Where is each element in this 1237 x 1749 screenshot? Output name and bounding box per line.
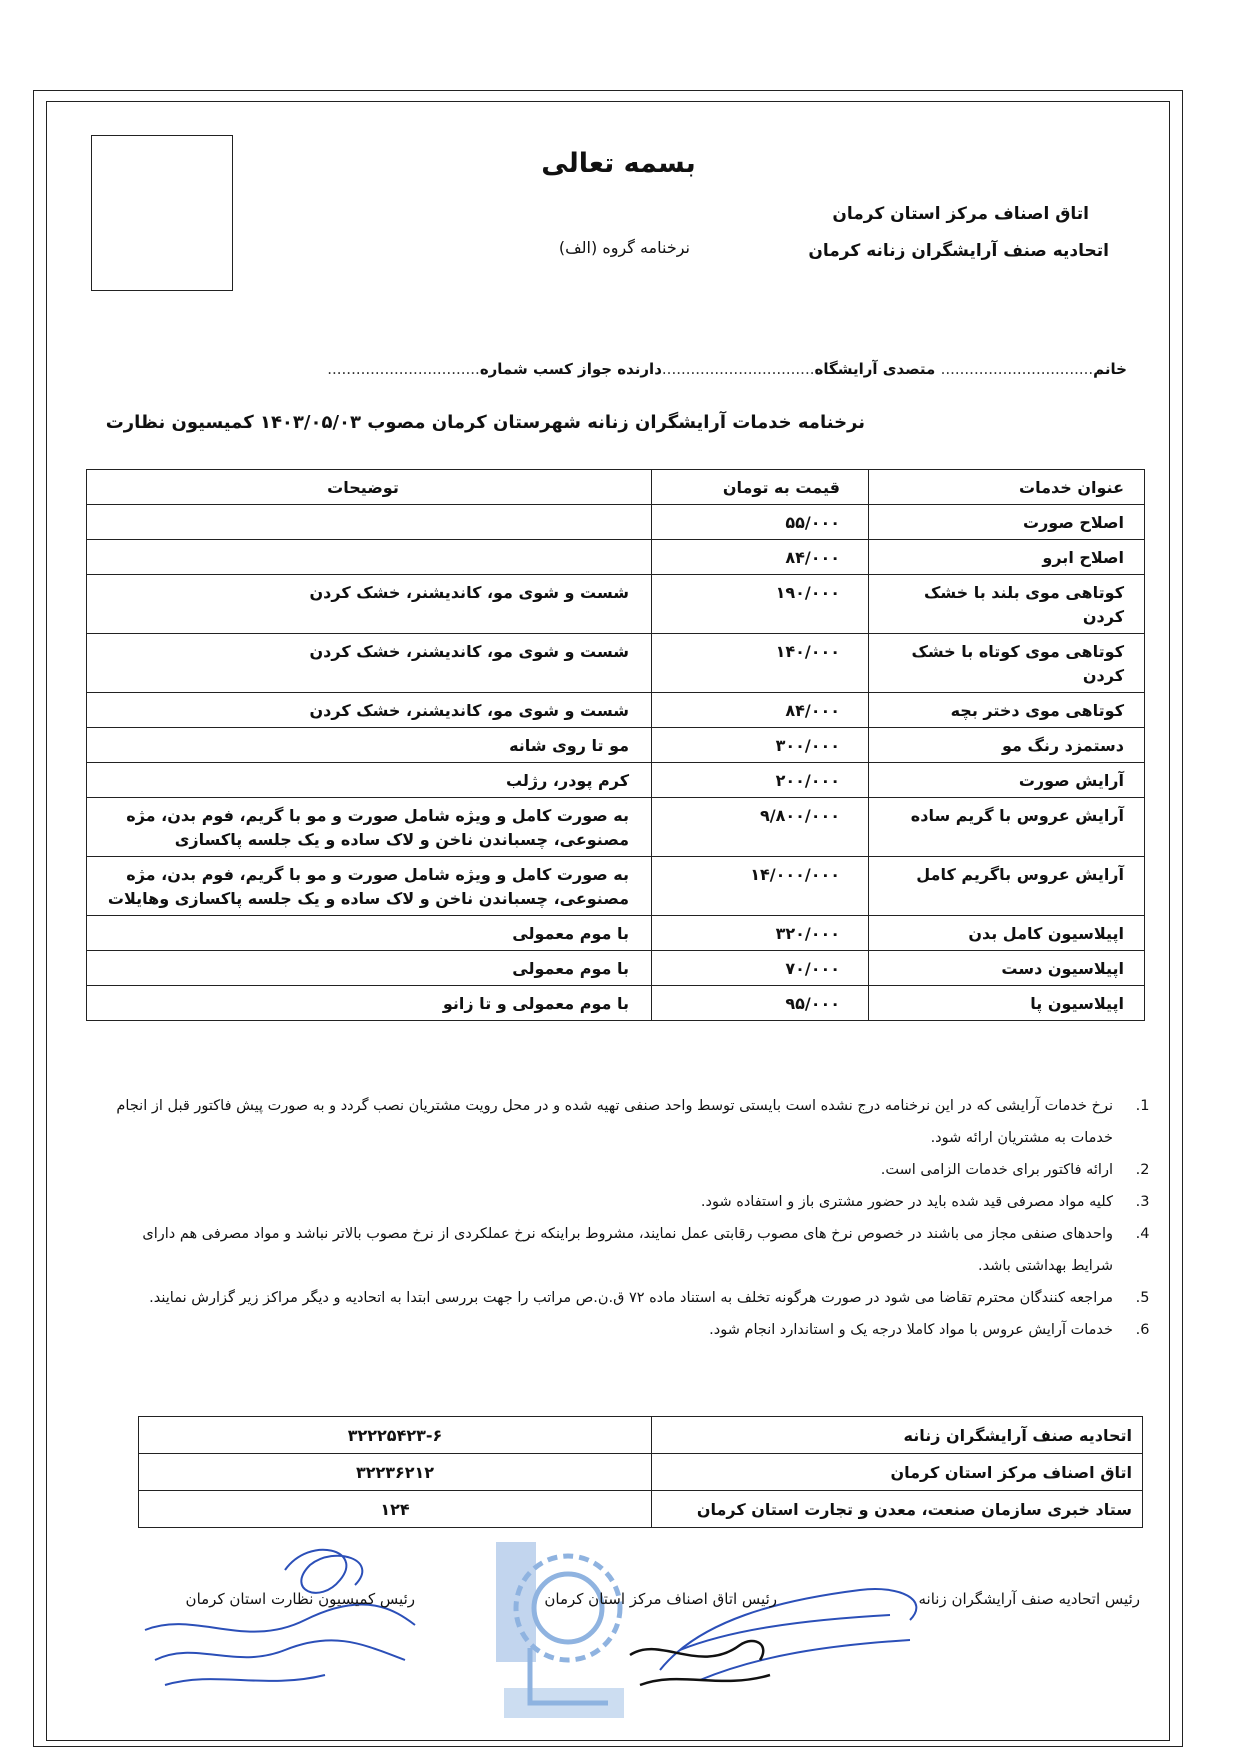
service-cell: اپیلاسیون دست	[869, 951, 1145, 986]
table-row	[87, 540, 1145, 575]
table-row	[87, 693, 1145, 728]
service-cell: دستمزد رنگ مو	[869, 728, 1145, 763]
table-row	[87, 916, 1145, 951]
service-cell: اصلاح ابرو	[869, 540, 1145, 575]
description-cell	[87, 540, 652, 575]
description-cell: شست و شوی مو، کاندیشنر، خشک کردن	[87, 575, 652, 634]
chamber-stamp-logo	[490, 1538, 640, 1743]
description-cell: به صورت کامل و ویژه شامل صورت و مو با گریم، فوم بدن، مژه مصنوعی، چسباندن ناخن و لاک ساده و یک جلسه پاکسازی	[87, 798, 652, 857]
commission-signature	[135, 1530, 425, 1700]
contact-row	[139, 1491, 1143, 1528]
service-cell: کوتاهی موی دختر بچه	[869, 693, 1145, 728]
fill-label-license: دارنده جواز کسب شماره	[479, 360, 662, 378]
signature-label-commission-head: رئیس کمیسیون نظارت استان کرمان	[185, 1590, 415, 1608]
contact-number: ۱۲۴	[139, 1491, 652, 1528]
service-cell: اصلاح صورت	[869, 505, 1145, 540]
description-cell	[87, 505, 652, 540]
contact-name: ستاد خبری سازمان صنعت، معدن و تجارت استان کرمان	[652, 1491, 1143, 1528]
document-heading: بسمه تعالی	[541, 148, 696, 179]
table-row	[87, 857, 1145, 916]
header-description: توضیحات	[87, 470, 652, 505]
description-cell: مو تا روی شانه	[87, 728, 652, 763]
note-item: 3. کلیه مواد مصرفی قید شده باید در حضور مشتری باز و استفاده شود.	[111, 1186, 1131, 1218]
description-cell: با موم معمولی	[87, 951, 652, 986]
header-price: قیمت به تومان	[652, 470, 869, 505]
price-cell: ۸۴/۰۰۰	[652, 693, 869, 728]
table-row	[87, 951, 1145, 986]
notes-list	[111, 1090, 1157, 1346]
contact-row	[139, 1417, 1143, 1454]
price-table	[86, 469, 1145, 1021]
fill-blank-3: ................................	[327, 360, 480, 378]
price-cell: ۹۵/۰۰۰	[652, 986, 869, 1021]
description-cell: به صورت کامل و ویژه شامل صورت و مو با گریم، فوم بدن، مژه مصنوعی، چسباندن ناخن و لاک ساده و یک جلسه پاکسازی وهایلات	[87, 857, 652, 916]
service-cell: اپیلاسیون پا	[869, 986, 1145, 1021]
price-cell: ۱۹۰/۰۰۰	[652, 575, 869, 634]
service-cell: آرایش صورت	[869, 763, 1145, 798]
fill-blank-1: ................................	[940, 360, 1094, 378]
table-row	[87, 728, 1145, 763]
table-header-row	[87, 470, 1145, 505]
table-row	[87, 575, 1145, 634]
fill-label-khanom: خانم	[1093, 360, 1127, 378]
price-list-subtitle: نرخنامه خدمات آرایشگران زنانه شهرستان کرمان مصوب ۱۴۰۳/۰۵/۰۳ کمیسیون نظارت	[105, 412, 865, 433]
org-name-chamber: اتاق اصناف مرکز استان کرمان	[832, 204, 1089, 224]
description-cell: با موم معمولی و تا زانو	[87, 986, 652, 1021]
group-label: نرخنامه گروه (الف)	[558, 238, 690, 257]
price-cell: ۵۵/۰۰۰	[652, 505, 869, 540]
table-row	[87, 505, 1145, 540]
description-cell: شست و شوی مو، کاندیشنر، خشک کردن	[87, 634, 652, 693]
table-row	[87, 986, 1145, 1021]
contact-number: ۳۲۲۲۵۴۲۳-۶	[139, 1417, 652, 1454]
table-row	[87, 798, 1145, 857]
table-row	[87, 634, 1145, 693]
signature-label-chamber-head: رئیس اتاق اصناف مرکز استان کرمان	[544, 1590, 777, 1608]
note-item: 2. ارائه فاکتور برای خدمات الزامی است.	[111, 1154, 1131, 1186]
signature-label-union-head: رئیس اتحادیه صنف آرایشگران زنانه	[918, 1590, 1140, 1608]
contact-table	[138, 1416, 1143, 1528]
note-item: 1. نرخ خدمات آرایشی که در این نرخنامه درج نشده است بایستی توسط واحد صنفی تهیه شده و در محل رویت مشتریان نصب گردد و به صورت پیش فاکتور قبل از انجام خدمات به مشتریان ارائه شود.	[111, 1090, 1131, 1154]
contact-row	[139, 1454, 1143, 1491]
service-cell: کوتاهی موی بلند با خشک کردن	[869, 575, 1145, 634]
service-cell: آرایش عروس با گریم ساده	[869, 798, 1145, 857]
service-cell: کوتاهی موی کوتاه با خشک کردن	[869, 634, 1145, 693]
note-item: 6. خدمات آرایش عروس با مواد کاملا درجه یک و استاندارد انجام شود.	[111, 1314, 1131, 1346]
contact-name: اتحادیه صنف آرایشگران زنانه	[652, 1417, 1143, 1454]
price-cell: ۹/۸۰۰/۰۰۰	[652, 798, 869, 857]
contact-name: اتاق اصناف مرکز استان کرمان	[652, 1454, 1143, 1491]
price-cell: ۳۲۰/۰۰۰	[652, 916, 869, 951]
contact-number: ۳۲۲۳۶۲۱۲	[139, 1454, 652, 1491]
price-cell: ۷۰/۰۰۰	[652, 951, 869, 986]
service-cell: آرایش عروس باگریم کامل	[869, 857, 1145, 916]
table-row	[87, 763, 1145, 798]
header-service: عنوان خدمات	[869, 470, 1145, 505]
price-cell: ۳۰۰/۰۰۰	[652, 728, 869, 763]
note-item: 5. مراجعه کنندگان محترم تقاضا می شود در صورت هرگونه تخلف به استناد ماده ۷۲ ق.ن.ص مراتب را جهت بررسی ابتدا به اتحادیه و دیگر مراکز زیر گزارش نمایند.	[111, 1282, 1131, 1314]
chamber-head-signature	[620, 1615, 780, 1705]
description-cell: با موم معمولی	[87, 916, 652, 951]
fill-blank-2: ................................	[661, 360, 815, 378]
price-cell: ۱۴/۰۰۰/۰۰۰	[652, 857, 869, 916]
price-cell: ۱۴۰/۰۰۰	[652, 634, 869, 693]
note-item: 4. واحدهای صنفی مجاز می باشند در خصوص نرخ های مصوب رقابتی عمل نمایند، مشروط براینکه نرخ عملکردی از نرخ مصوب بالاتر نباشد و مواد مصرفی هم دارای شرایط بهداشتی باشد.	[111, 1218, 1131, 1282]
price-cell: ۲۰۰/۰۰۰	[652, 763, 869, 798]
price-cell: ۸۴/۰۰۰	[652, 540, 869, 575]
service-cell: اپیلاسیون کامل بدن	[869, 916, 1145, 951]
description-cell: شست و شوی مو، کاندیشنر، خشک کردن	[87, 693, 652, 728]
fill-label-motasadi: متصدی آرایشگاه	[814, 360, 936, 378]
fill-in-line	[327, 360, 1127, 378]
description-cell: کرم پودر، رژلب	[87, 763, 652, 798]
org-name-union: اتحادیه صنف آرایشگران زنانه کرمان	[808, 241, 1109, 261]
